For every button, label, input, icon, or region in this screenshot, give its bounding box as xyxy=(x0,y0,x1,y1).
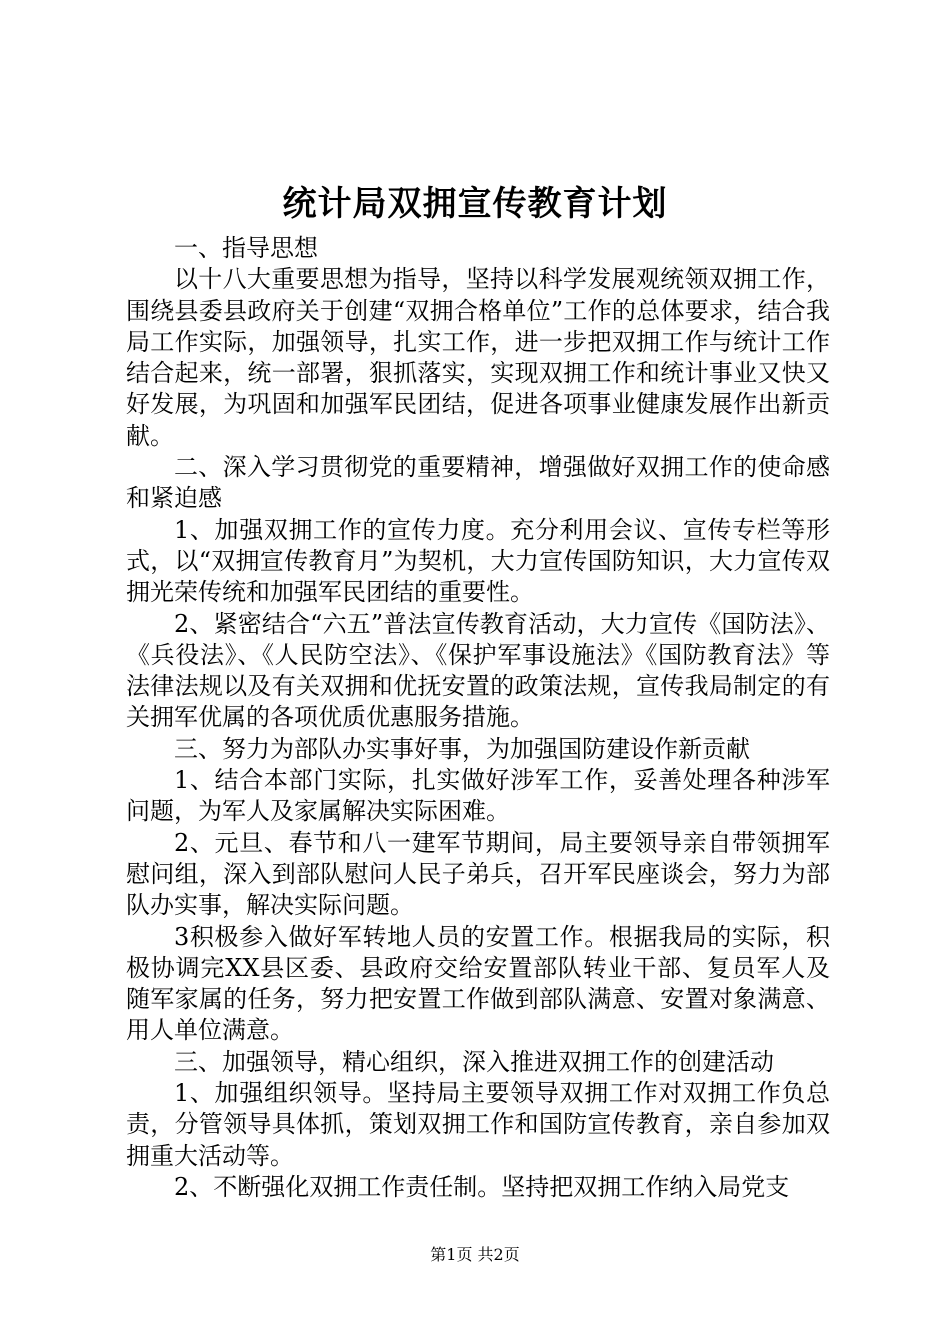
body-paragraph: 2、紧密结合“六五”普法宣传教育活动，大力宣传《国防法》、《兵役法》、《人民防空法》、《保护军事设施法》《国防教育法》等法律法规以及有关双拥和优抚安置的政策法规，宣传我局制定的有关拥军优属的各项优质优惠服务措施。 xyxy=(126,609,830,732)
section-heading: 三、加强领导，精心组织，深入推进双拥工作的创建活动 xyxy=(174,1047,774,1076)
body-paragraph: 3积极参入做好军转地人员的安置工作。根据我局的实际，积极协调完XX县区委、县政府交给安置部队转业干部、复员军人及随军家属的任务，努力把安置工作做到部队满意、安置对象满意、用人单位满意。 xyxy=(126,922,830,1045)
page-indicator: 第1页 共2页 xyxy=(430,1245,520,1264)
body-paragraph: 2、不断强化双拥工作责任制。坚持把双拥工作纳入局党支 xyxy=(174,1172,790,1201)
body-paragraph: 2、元旦、春节和八一建军节期间，局主要领导亲自带领拥军慰问组，深入到部队慰问人民子弟兵，召开军民座谈会，努力为部队办实事，解决实际问题。 xyxy=(126,828,830,920)
body-paragraph: 以十八大重要思想为指导，坚持以科学发展观统领双拥工作，围绕县委县政府关于创建“双拥合格单位”工作的总体要求，结合我局工作实际，加强领导，扎实工作，进一步把双拥工作与统计工作结合起来，统一部署，狠抓落实，实现双拥工作和统计事业又快又好发展，为巩固和加强军民团结，促进各项事业健康发展作出新贡献。 xyxy=(126,265,830,450)
section-heading: 一、指导思想 xyxy=(174,234,318,262)
body-paragraph: 1、加强双拥工作的宣传力度。充分利用会议、宣传专栏等形式，以“双拥宣传教育月”为契机，大力宣传国防知识，大力宣传双拥光荣传统和加强军民团结的重要性。 xyxy=(126,515,830,607)
body-paragraph: 1、结合本部门实际，扎实做好涉军工作，妥善处理各种涉军问题，为军人及家属解决实际困难。 xyxy=(126,766,830,826)
body-paragraph: 1、加强组织领导。坚持局主要领导双拥工作对双拥工作负总责，分管领导具体抓，策划双拥工作和国防宣传教育，亲自参加双拥重大活动等。 xyxy=(126,1079,830,1170)
page-footer xyxy=(0,1245,950,1265)
document-title: 统计局双拥宣传教育计划 xyxy=(282,184,668,224)
document-body xyxy=(126,233,830,1203)
section-heading: 三、努力为部队办实事好事，为加强国防建设作新贡献 xyxy=(174,734,750,763)
section-heading: 二、深入学习贯彻党的重要精神，增强做好双拥工作的使命感和紧迫感 xyxy=(126,453,830,513)
